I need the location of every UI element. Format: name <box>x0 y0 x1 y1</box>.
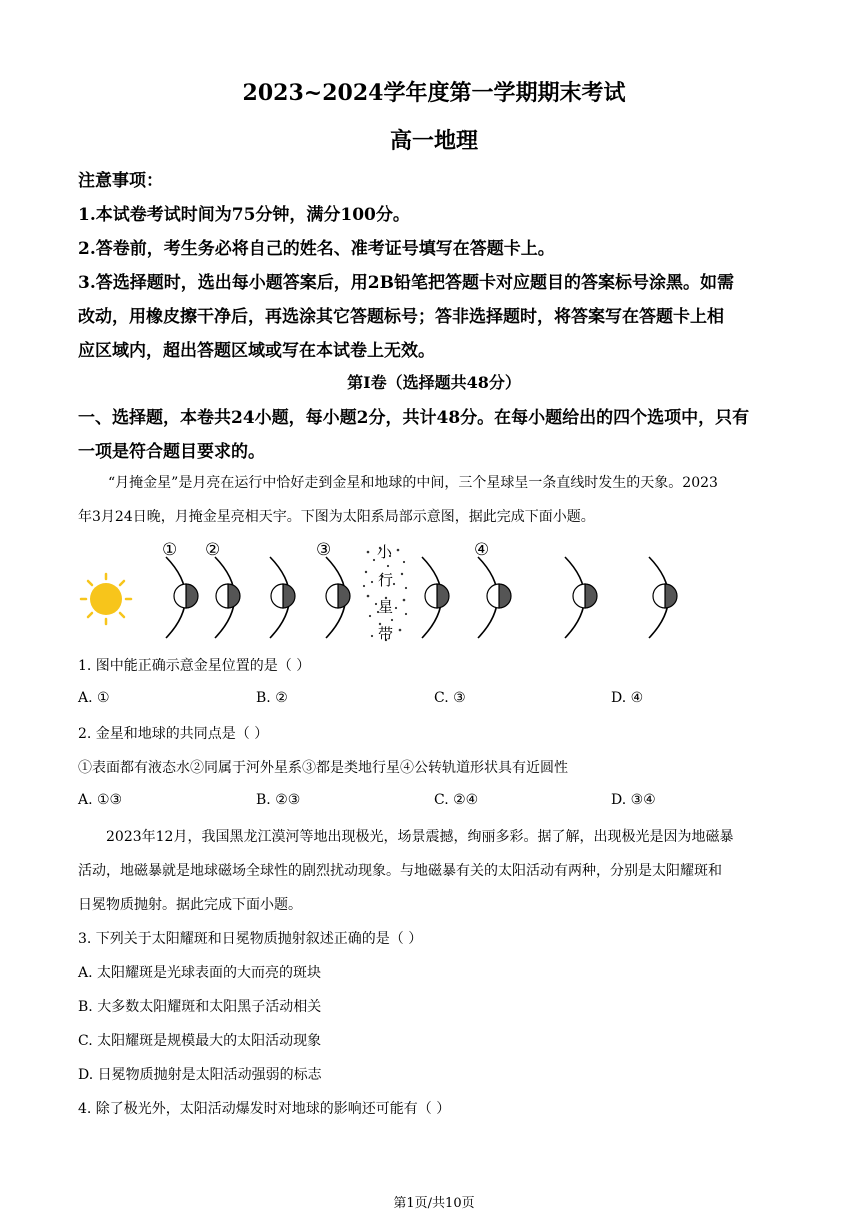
marker-4-label: ④ <box>474 540 490 560</box>
passage-text: 2023年12月，我国黑龙江漠河等地出现极光，场景震撼，绚丽多彩。据了解，出现极光是因为地磁暴 <box>106 829 734 845</box>
asteroid-belt-label: 星 <box>378 598 394 616</box>
question-3-stem: 3. 下列关于太阳耀斑和日冕物质抛射叙述正确的是（ ） <box>78 931 423 947</box>
notice-item: 应区域内，超出答题区域或写在本试卷上无效。 <box>78 341 435 361</box>
question-4-stem: 4. 除了极光外，太阳活动爆发时对地球的影响还可能有（ ） <box>78 1101 451 1117</box>
question-3-option-d: D. 日冕物质抛射是太阳活动强弱的标志 <box>78 1067 322 1083</box>
question-2-statements: ①表面都有液态水②同属于河外星系③都是类地行星④公转轨道形状具有近圆性 <box>78 760 568 776</box>
passage-text: 活动，地磁暴就是地球磁场全球性的剧烈扰动现象。与地磁暴有关的太阳活动有两种，分别是太阳耀斑和 <box>78 863 722 879</box>
notice-item: 3.答选择题时，选出每小题答案后，用2B铅笔把答题卡对应题目的答案标号涂黑。如需 <box>78 273 734 293</box>
planet-marker <box>326 584 350 608</box>
question-3-option-a: A. 太阳耀斑是光球表面的大而亮的斑块 <box>78 965 322 981</box>
section-title: 第Ⅰ卷（选择题共48分） <box>347 373 521 392</box>
exam-subject: 高一地理 <box>389 128 478 154</box>
planet-marker <box>653 584 677 608</box>
question-2-option-d: D. ③④ <box>611 792 656 808</box>
marker-2-label: ② <box>205 540 221 560</box>
question-2-option-c: C. ②④ <box>434 792 479 808</box>
exam-title: 2023~2024学年度第一学期期末考试 <box>242 80 626 106</box>
notice-item: 1.本试卷考试时间为75分钟，满分100分。 <box>78 205 410 225</box>
section-instruction: 一项是符合题目要求的。 <box>78 442 265 462</box>
notice-heading: 注意事项： <box>78 171 163 191</box>
notice-item: 改动，用橡皮擦干净后，再选涂其它答题标号；答非选择题时，将答案写在答题卡上相 <box>78 307 724 327</box>
question-2-option-a: A. ①③ <box>78 792 123 808</box>
passage-text: 日冕物质抛射。据此完成下面小题。 <box>78 897 302 913</box>
passage-text: “月掩金星”是月亮在运行中恰好走到金星和地球的中间，三个星球呈一条直线时发生的天象。2023 <box>108 475 718 491</box>
planet-marker <box>573 584 597 608</box>
page-number: 第1页/共10页 <box>393 1196 475 1211</box>
question-1-option-d: D. ④ <box>611 690 644 706</box>
marker-3-label: ③ <box>316 540 332 560</box>
planet-marker <box>216 584 240 608</box>
sun-icon <box>81 574 131 624</box>
question-1-option-c: C. ③ <box>434 690 466 706</box>
notice-item: 2.答卷前，考生务必将自己的姓名、准考证号填写在答题卡上。 <box>78 239 555 259</box>
question-3-option-c: C. 太阳耀斑是规模最大的太阳活动现象 <box>78 1033 322 1049</box>
asteroid-belt-label: 带 <box>378 625 394 643</box>
question-2-option-b: B. ②③ <box>256 792 301 808</box>
marker-1-label: ① <box>162 540 178 560</box>
question-1-stem: 1. 图中能正确示意金星位置的是（ ） <box>78 658 311 674</box>
question-1-option-a: A. ① <box>78 690 110 706</box>
question-1-option-b: B. ② <box>256 690 288 706</box>
section-instruction: 一、选择题，本卷共24小题，每小题2分，共计48分。在每小题给出的四个选项中，只有 <box>78 408 750 428</box>
question-3-option-b: B. 大多数太阳耀斑和太阳黑子活动相关 <box>78 999 322 1015</box>
planet-marker <box>425 584 449 608</box>
asteroid-belt-label: 小 <box>377 543 393 561</box>
question-2-stem: 2. 金星和地球的共同点是（ ） <box>78 726 269 742</box>
passage-text: 年3月24日晚，月掩金星亮相天宇。下图为太阳系局部示意图，据此完成下面小题。 <box>78 509 595 525</box>
asteroid-belt-label: 行 <box>378 571 394 589</box>
planet-marker <box>271 584 295 608</box>
planet-marker <box>174 584 198 608</box>
planet-marker <box>487 584 511 608</box>
